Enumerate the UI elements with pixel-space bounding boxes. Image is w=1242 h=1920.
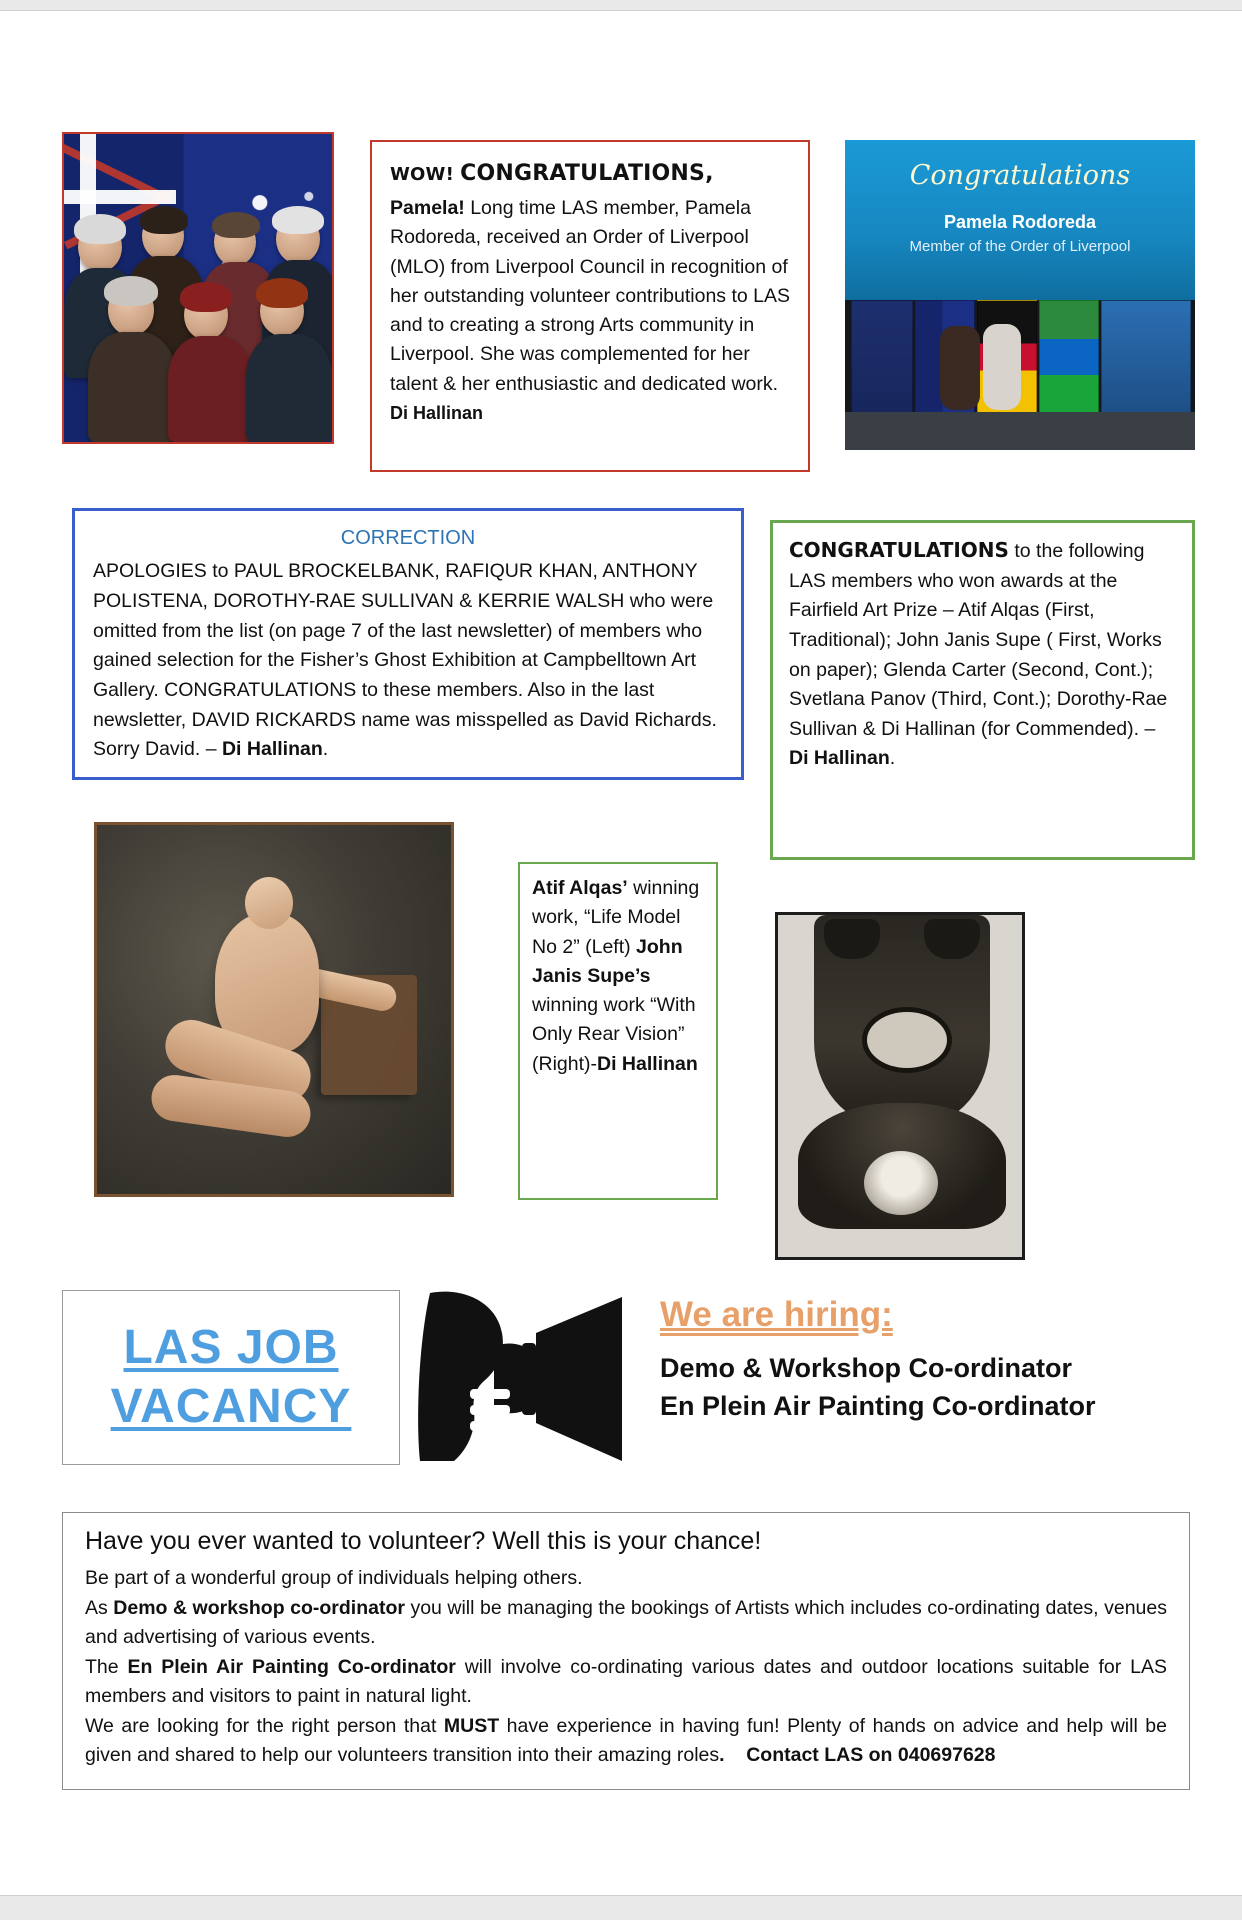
correction-box <box>72 508 744 780</box>
volunteer-p2-role: Demo & workshop co-ordinator <box>113 1597 405 1620</box>
congrats-heading <box>390 156 792 190</box>
volunteer-p3-role: En Plein Air Painting Co-ordinator <box>127 1656 456 1679</box>
volunteer-paragraph-4 <box>85 1712 1167 1769</box>
hiring-role-1: Demo & Workshop Co-ordinator <box>660 1353 1073 1383</box>
fairfield-art-prize-box <box>770 520 1195 860</box>
photo-award-recipients-group <box>62 132 334 444</box>
volunteer-p4-must: MUST <box>443 1715 500 1738</box>
screen-congratulations-text: Congratulations <box>909 160 1131 191</box>
banner-torres-strait-flag <box>1039 300 1099 414</box>
congrats-body: Long time LAS member, Pamela Rodoreda, received an Order of Liverpool (MLO) from Liverpool Council in recognition of her outstanding volunteer contributions to LAS and to creating a strong Arts community in Liverpool. She was complemented for her talent & her enthusiastic and dedicated work. <box>390 197 791 395</box>
correction-body-text: APOLOGIES to PAUL BROCKELBANK, RAFIQUR KHAN, ANTHONY POLISTENA, DOROTHY-RAE SULLIVAN & KERRIE WALSH who were omitted from the list (on page 7 of the last newsletter) of members who gained selection for the Fisher’s Ghost Exhibition at Campbelltown Art Gallery. CONGRATULATIONS to these members. Also in the last newsletter, DAVID RICKARDS name was misspelled as David Richards. Sorry David. – <box>93 560 717 761</box>
congrats-heading-main: CONGRATULATIONS, <box>460 161 714 186</box>
stage-floor <box>845 412 1195 450</box>
page-bottom-edge <box>0 1895 1242 1920</box>
congrats-byline: Di Hallinan <box>390 402 484 423</box>
volunteer-info-box <box>62 1512 1190 1790</box>
stage-area <box>845 300 1195 450</box>
volunteer-paragraph-2 <box>85 1594 1167 1651</box>
caption-artist-1: Atif Alqas’ <box>532 877 628 899</box>
photo-award-ceremony-stage <box>845 140 1195 450</box>
projection-screen <box>845 140 1195 300</box>
ceremony-figure-presenter <box>983 324 1021 410</box>
correction-body <box>93 557 723 764</box>
job-vacancy-line-1: LAS JOB <box>123 1320 339 1374</box>
volunteer-p4-dot: . <box>719 1743 725 1766</box>
congrats-lead-name: Pamela! <box>390 197 465 219</box>
hiring-title: We are hiring: <box>660 1295 893 1334</box>
screen-recipient-subtitle: Member of the Order of Liverpool <box>909 238 1131 255</box>
hiring-block <box>660 1295 1180 1426</box>
volunteer-p2-pre: As <box>85 1597 114 1620</box>
banner-liverpool-council <box>1101 300 1191 414</box>
megaphone-announcer-icon <box>410 1285 650 1470</box>
congrats-body-text <box>390 194 792 428</box>
caption-artist-2: John Janis Supe’s <box>532 935 683 987</box>
job-vacancy-box <box>62 1290 400 1465</box>
volunteer-contact: Contact LAS on 040697628 <box>746 1743 996 1766</box>
fairfield-body: to the following LAS members who won awards at the Fairfield Art Prize – Atif Alqas (First, Traditional); John Janis Supe ( First, Works on paper); Glenda Carter (Second, Cont.); Svetlana Panov (Third, Cont.); Dorothy-Rae Sullivan & Di Hallinan (for Commended). – <box>789 540 1168 740</box>
photo-artwork-with-only-rear-vision <box>775 912 1025 1260</box>
page-top-edge <box>0 0 1242 11</box>
caption-text-2: winning work “With Only Rear Vision” (Right)- <box>532 994 696 1075</box>
volunteer-p3-pre: The <box>85 1656 128 1679</box>
recipients-figures <box>64 212 334 442</box>
congrats-heading-wow: WOW! <box>390 164 455 185</box>
correction-body-end: . <box>322 738 329 761</box>
volunteer-p4-post: have experience in having fun! Plenty of hands on advice and help will be given and shared to help our volunteers transition into their amazing roles <box>85 1715 1167 1766</box>
volunteer-heading: Have you ever wanted to volunteer? Well this is your chance! <box>85 1527 762 1555</box>
fairfield-body-end: . <box>889 747 896 770</box>
caption-text-1: winning work, “Life Model No 2” (Left) <box>532 877 700 958</box>
correction-title: CORRECTION <box>340 527 476 549</box>
volunteer-paragraph-3 <box>85 1653 1167 1710</box>
job-vacancy-line-2: VACANCY <box>110 1379 352 1433</box>
volunteer-paragraph-1: Be part of a wonderful group of individuals helping others. <box>85 1567 583 1589</box>
volunteer-p4-pre: We are looking for the right person that <box>85 1715 444 1738</box>
congratulations-pamela-box <box>370 140 810 472</box>
correction-byline: Di Hallinan <box>221 738 323 761</box>
ceremony-figure-recipient <box>940 326 980 410</box>
caption-byline: Di Hallinan <box>597 1052 698 1075</box>
fairfield-heading: CONGRATULATIONS <box>789 538 1009 562</box>
hiring-role-2: En Plein Air Painting Co-ordinator <box>660 1391 1096 1422</box>
screen-recipient-name: Pamela Rodoreda <box>943 212 1097 232</box>
volunteer-p3-post: will involve co-ordinating various dates and outdoor locations suitable for LAS members and visitors to paint in natural light. <box>85 1656 1167 1707</box>
photo-painting-life-model-no-2 <box>94 822 454 1197</box>
volunteer-p2-post: you will be managing the bookings of Artists which includes co-ordinating dates, venues and advertising of various events. <box>85 1597 1167 1648</box>
artwork-caption-box <box>518 862 718 1200</box>
banner-city-of-liverpool <box>851 300 913 414</box>
fairfield-byline: Di Hallinan <box>789 747 890 770</box>
